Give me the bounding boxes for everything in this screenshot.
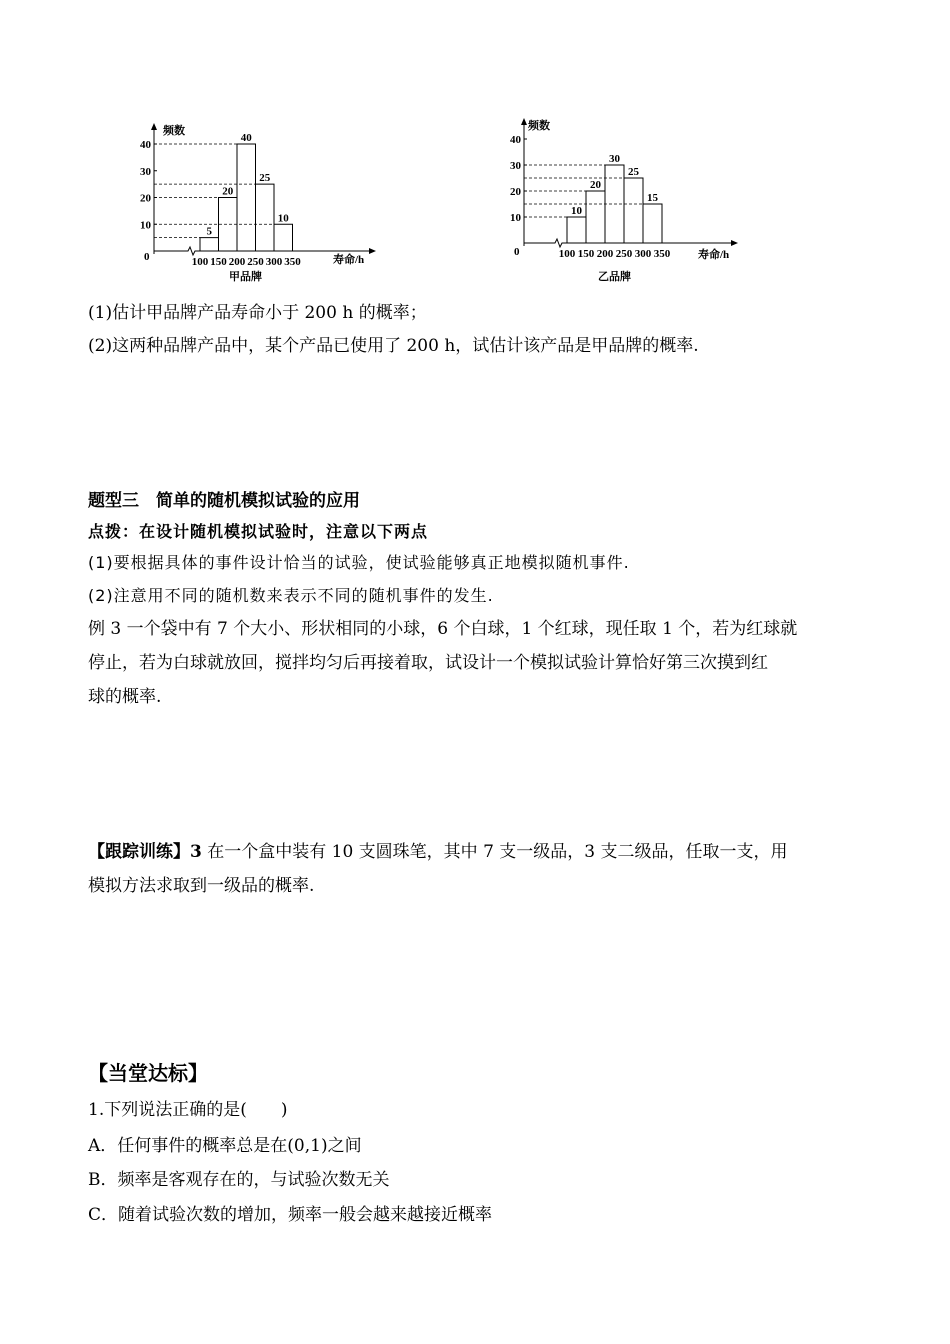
option-c: C．随着试验次数的增加，频率一般会越来越接近概率 [88, 1205, 493, 1225]
x-axis-arrow [369, 248, 376, 254]
histogram-bar [586, 191, 605, 243]
tip-point-2: (2)注意用不同的随机数来表示不同的随机事件的发生. [88, 586, 494, 605]
x-tick-label: 200 [596, 248, 614, 260]
bar-value-label: 30 [609, 153, 620, 165]
y-axis-arrow [521, 118, 527, 125]
practice-line-2: 模拟方法求取到一级品的概率. [88, 876, 315, 896]
x-tick-label: 100 [558, 248, 576, 260]
x-axis-label: 寿命/h [333, 254, 365, 266]
histogram-brand-yi [500, 113, 750, 289]
tip-heading: 点拨：在设计随机模拟试验时，注意以下两点 [88, 522, 429, 541]
example-3-line-3: 球的概率. [88, 687, 162, 707]
tip-point-1: (1)要根据具体的事件设计恰当的试验，使试验能够真正地模拟随机事件. [88, 553, 630, 572]
y-tick-label: 30 [510, 160, 521, 172]
example-3-line-1: 例 3 一个袋中有 7 个大小、形状相同的小球，6 个白球，1 个红球，现任取 1 个，若为红球就 [88, 619, 798, 639]
bar-value-label: 10 [571, 205, 582, 217]
x-axis-label: 寿命/h [698, 249, 730, 261]
bar-value-label: 20 [590, 179, 601, 191]
quiz-heading: 【当堂达标】 [88, 1061, 208, 1085]
y-tick-label: 20 [140, 192, 151, 205]
y-tick-label: 10 [140, 219, 151, 232]
section-title: 题型三 简单的随机模拟试验的应用 [88, 491, 360, 511]
option-b: B．频率是客观存在的，与试验次数无关 [88, 1170, 390, 1190]
bar-value-label: 15 [647, 192, 658, 204]
x-tick-label: 350 [284, 256, 301, 268]
origin-label: 0 [144, 251, 150, 263]
x-tick-label: 200 [228, 256, 246, 268]
x-tick-label: 300 [265, 256, 283, 268]
bar-value-label: 25 [628, 166, 639, 178]
question-2: (2)这两种品牌产品中，某个产品已使用了 200 h，试估计该产品是甲品牌的概率. [88, 336, 699, 356]
bar-value-label: 20 [222, 185, 234, 198]
example-3-line-2: 停止，若为白球就放回，搅拌均匀后再接着取，试设计一个模拟试验计算恰好第三次摸到红 [88, 653, 768, 673]
histogram-bar [200, 238, 219, 251]
x-tick-label: 150 [210, 256, 227, 268]
y-tick-label: 20 [510, 186, 521, 198]
bar-value-label: 40 [240, 132, 252, 144]
x-tick-label: 150 [577, 248, 595, 260]
practice-label: 【跟踪训练】3 [88, 842, 202, 862]
histogram-yi-svg [500, 113, 750, 289]
x-axis-arrow [731, 240, 738, 246]
x-tick-label: 300 [634, 248, 652, 260]
histogram-bar [237, 144, 256, 251]
y-tick-label: 40 [140, 139, 151, 151]
x-tick-label: 350 [653, 248, 671, 260]
histogram-bar [643, 204, 662, 243]
bar-value-label: 25 [259, 172, 271, 185]
x-tick-label: 100 [191, 256, 209, 268]
brand-label: 乙品牌 [598, 271, 631, 283]
origin-label: 0 [514, 246, 520, 258]
y-tick-label: 10 [510, 212, 521, 224]
histogram-bar [624, 178, 643, 243]
y-axis-arrow [151, 123, 157, 130]
y-axis-label: 频数 [163, 125, 185, 137]
brand-label: 甲品牌 [229, 271, 262, 283]
question-1: (1)估计甲品牌产品寿命小于 200 h 的概率； [88, 303, 427, 323]
quiz-question-1: 1.下列说法正确的是( ) [88, 1100, 288, 1120]
histogram-bar [256, 184, 275, 251]
bar-value-label: 5 [206, 225, 212, 238]
y-axis-label: 频数 [528, 120, 550, 132]
option-a: A．任何事件的概率总是在(0,1)之间 [88, 1136, 362, 1156]
histogram-bar [274, 224, 293, 251]
x-tick-label: 250 [247, 256, 264, 268]
histogram-jia-svg [130, 118, 390, 290]
practice-text: 在一个盒中装有 10 支圆珠笔，其中 7 支一级品，3 支二级品，任取一支，用 [201, 842, 788, 862]
practice-line-1 [88, 840, 878, 864]
bar-value-label: 10 [277, 212, 289, 225]
y-tick-label: 30 [140, 165, 151, 178]
histogram-brand-jia [130, 118, 390, 290]
y-tick-label: 40 [510, 134, 521, 146]
histogram-bar [567, 217, 586, 243]
x-tick-label: 250 [615, 248, 633, 260]
